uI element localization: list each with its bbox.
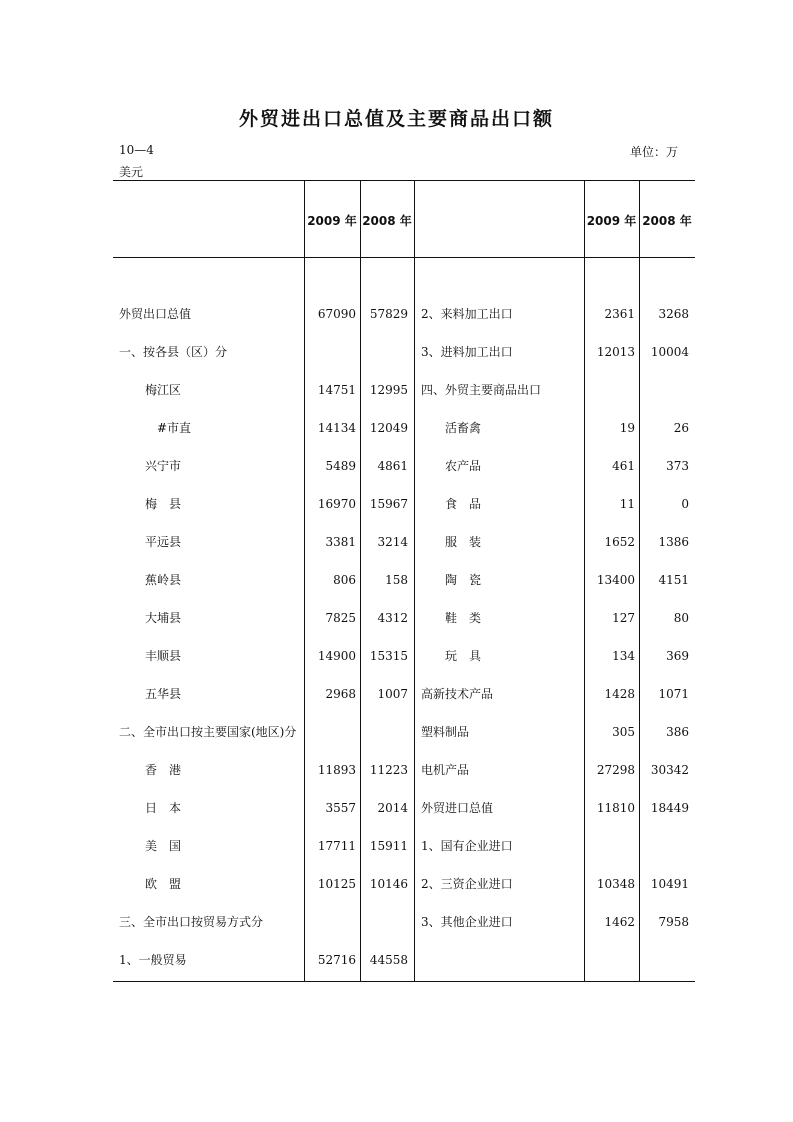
value-2009-left: 67090 bbox=[317, 307, 356, 321]
value-2009-left: 11893 bbox=[317, 763, 356, 777]
table-row bbox=[113, 722, 695, 742]
value-2008-left: 15911 bbox=[369, 839, 408, 853]
value-2009-right: 1652 bbox=[604, 535, 635, 549]
value-2009-left: 5489 bbox=[325, 459, 356, 473]
value-2008-left: 158 bbox=[385, 573, 408, 587]
unit-label-continued: 美元 bbox=[119, 165, 144, 179]
table-row bbox=[113, 608, 695, 628]
value-2009-left: 10125 bbox=[317, 877, 356, 891]
row-label-left: 梅 县 bbox=[145, 497, 182, 511]
row-label-left: 五华县 bbox=[145, 687, 182, 701]
row-label-right: 外贸进口总值 bbox=[421, 801, 494, 815]
row-label-left: 大埔县 bbox=[145, 611, 182, 625]
header-2009-left: 2009 年 bbox=[307, 214, 357, 228]
value-2008-left: 2014 bbox=[377, 801, 408, 815]
value-2009-right: 11810 bbox=[596, 801, 635, 815]
value-2008-right: 369 bbox=[666, 649, 689, 663]
row-label-left: 香 港 bbox=[145, 763, 182, 777]
value-2008-right: 0 bbox=[681, 497, 689, 511]
value-2008-left: 4312 bbox=[377, 611, 408, 625]
value-2008-left: 10146 bbox=[369, 877, 408, 891]
value-2008-left: 11223 bbox=[369, 763, 408, 777]
value-2009-left: 3557 bbox=[325, 801, 356, 815]
value-2008-left: 3214 bbox=[377, 535, 408, 549]
page-title: 外贸进出口总值及主要商品出口额 bbox=[238, 108, 554, 130]
value-2009-right: 10348 bbox=[596, 877, 635, 891]
row-label-right: 四、外贸主要商品出口 bbox=[421, 383, 542, 397]
header-2008-left: 2008 年 bbox=[362, 214, 412, 228]
row-label-left: 兴宁市 bbox=[145, 459, 182, 473]
header-2009-right: 2009 年 bbox=[586, 214, 637, 228]
value-2009-right: 13400 bbox=[596, 573, 635, 587]
value-2009-right: 1428 bbox=[604, 687, 635, 701]
row-label-right: 电机产品 bbox=[421, 763, 470, 777]
value-2008-right: 7958 bbox=[658, 915, 689, 929]
header-bottom-rule bbox=[113, 257, 695, 258]
value-2009-right: 12013 bbox=[596, 345, 635, 359]
row-label-left: 平远县 bbox=[145, 535, 182, 549]
value-2009-right: 27298 bbox=[596, 763, 635, 777]
value-2008-right: 26 bbox=[673, 421, 689, 435]
row-label-right: 食 品 bbox=[445, 497, 482, 511]
value-2009-left: 7825 bbox=[325, 611, 356, 625]
row-label-right: 农产品 bbox=[445, 459, 482, 473]
value-2008-right: 10491 bbox=[650, 877, 689, 891]
row-label-right: 活畜禽 bbox=[445, 421, 482, 435]
table-row bbox=[113, 760, 695, 780]
value-2009-right: 127 bbox=[612, 611, 635, 625]
table-row bbox=[113, 874, 695, 894]
table-row bbox=[113, 570, 695, 590]
value-2009-right: 134 bbox=[612, 649, 635, 663]
table-number: 10—4 bbox=[119, 143, 154, 157]
table-bottom-rule bbox=[113, 981, 695, 982]
value-2009-left: 17711 bbox=[317, 839, 356, 853]
row-label-left: 1、一般贸易 bbox=[119, 953, 187, 967]
row-label-left: 外贸出口总值 bbox=[119, 307, 192, 321]
table-row bbox=[113, 494, 695, 514]
row-label-right: 3、其他企业进口 bbox=[421, 915, 513, 929]
table-row bbox=[113, 646, 695, 666]
row-label-left: 二、全市出口按主要国家(地区)分 bbox=[119, 725, 297, 739]
value-2008-right: 30342 bbox=[650, 763, 689, 777]
value-2008-left: 4861 bbox=[377, 459, 408, 473]
table-row bbox=[113, 684, 695, 704]
row-label-right: 玩 具 bbox=[445, 649, 482, 663]
value-2009-left: 16970 bbox=[317, 497, 356, 511]
table-row bbox=[113, 798, 695, 818]
row-label-left: 丰顺县 bbox=[145, 649, 182, 663]
value-2008-right: 386 bbox=[666, 725, 689, 739]
value-2008-right: 10004 bbox=[650, 345, 689, 359]
value-2009-left: 14751 bbox=[317, 383, 356, 397]
value-2008-left: 44558 bbox=[369, 953, 408, 967]
value-2009-right: 305 bbox=[612, 725, 635, 739]
table-row bbox=[113, 456, 695, 476]
value-2008-right: 4151 bbox=[658, 573, 689, 587]
header-2008-right: 2008 年 bbox=[642, 214, 692, 228]
trade-table bbox=[113, 180, 695, 982]
value-2008-left: 15315 bbox=[369, 649, 408, 663]
value-2008-right: 1386 bbox=[658, 535, 689, 549]
value-2009-right: 19 bbox=[619, 421, 635, 435]
row-label-right: 3、进料加工出口 bbox=[421, 345, 513, 359]
row-label-left: 三、全市出口按贸易方式分 bbox=[119, 915, 264, 929]
table-row bbox=[113, 532, 695, 552]
unit-label: 单位：万 bbox=[630, 145, 679, 159]
value-2009-left: 14134 bbox=[317, 421, 356, 435]
value-2009-right: 11 bbox=[619, 497, 635, 511]
value-2008-left: 15967 bbox=[369, 497, 408, 511]
row-label-left: 梅江区 bbox=[145, 383, 182, 397]
value-2008-right: 373 bbox=[666, 459, 689, 473]
row-label-left: 日 本 bbox=[145, 801, 182, 815]
value-2009-right: 2361 bbox=[604, 307, 635, 321]
value-2009-right: 1462 bbox=[604, 915, 635, 929]
row-label-right: 高新技术产品 bbox=[421, 687, 494, 701]
table-row bbox=[113, 912, 695, 932]
table-row bbox=[113, 950, 695, 970]
value-2008-right: 18449 bbox=[650, 801, 689, 815]
row-label-left: #市直 bbox=[157, 421, 192, 435]
table-row bbox=[113, 418, 695, 438]
row-label-right: 塑料制品 bbox=[421, 725, 470, 739]
row-label-right: 鞋 类 bbox=[445, 611, 482, 625]
row-label-left: 一、按各县（区）分 bbox=[119, 345, 228, 359]
value-2008-left: 57829 bbox=[369, 307, 408, 321]
table-top-rule bbox=[113, 180, 695, 181]
row-label-right: 服 装 bbox=[445, 535, 482, 549]
value-2008-right: 3268 bbox=[658, 307, 689, 321]
row-label-left: 美 国 bbox=[145, 839, 182, 853]
value-2009-left: 806 bbox=[333, 573, 356, 587]
row-label-left: 欧 盟 bbox=[145, 877, 182, 891]
value-2008-left: 1007 bbox=[377, 687, 408, 701]
table-row bbox=[113, 836, 695, 856]
table-row bbox=[113, 380, 695, 400]
value-2009-left: 52716 bbox=[317, 953, 356, 967]
value-2009-left: 2968 bbox=[325, 687, 356, 701]
value-2008-right: 1071 bbox=[658, 687, 689, 701]
value-2009-right: 461 bbox=[612, 459, 635, 473]
row-label-left: 蕉岭县 bbox=[145, 573, 182, 587]
value-2008-left: 12995 bbox=[369, 383, 408, 397]
value-2009-left: 3381 bbox=[325, 535, 356, 549]
row-label-right: 1、国有企业进口 bbox=[421, 839, 513, 853]
row-label-right: 2、来料加工出口 bbox=[421, 307, 513, 321]
row-label-right: 陶 瓷 bbox=[445, 573, 482, 587]
value-2008-left: 12049 bbox=[369, 421, 408, 435]
value-2009-left: 14900 bbox=[317, 649, 356, 663]
table-row bbox=[113, 304, 695, 324]
value-2008-right: 80 bbox=[673, 611, 689, 625]
table-row bbox=[113, 342, 695, 362]
row-label-right: 2、三资企业进口 bbox=[421, 877, 513, 891]
